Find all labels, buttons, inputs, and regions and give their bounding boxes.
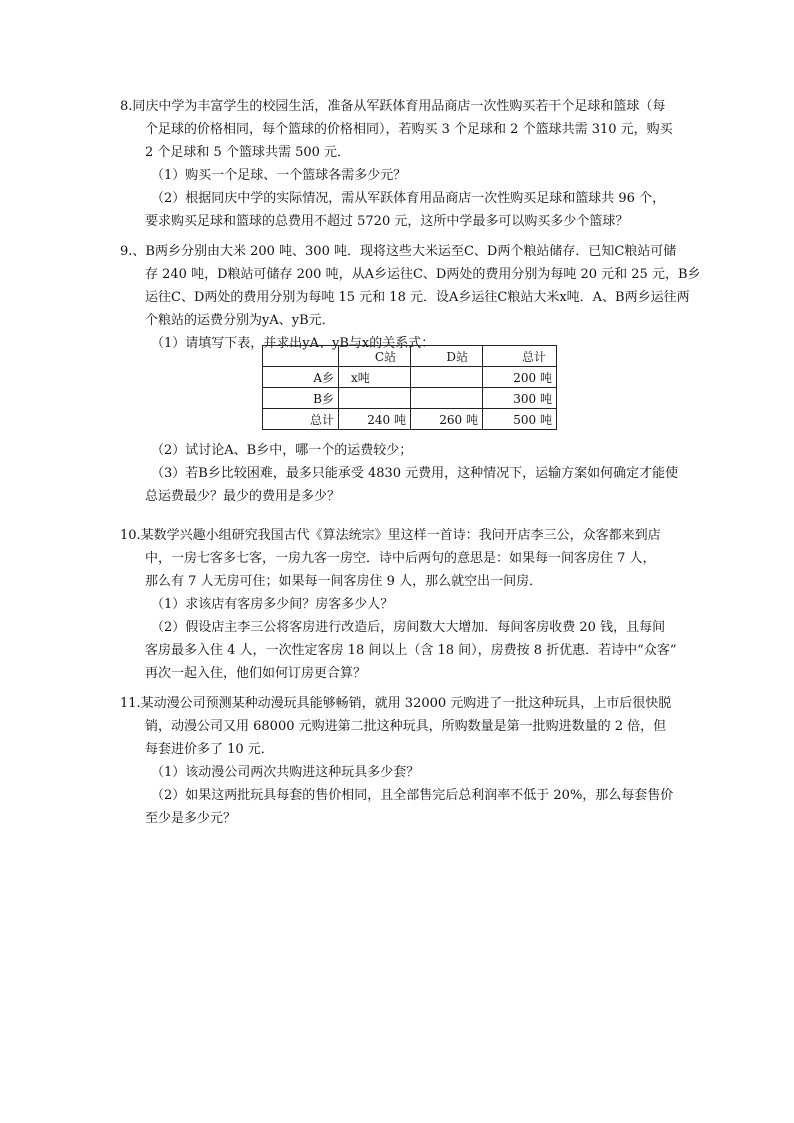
table-cell: 500 吨 <box>483 409 557 430</box>
sub-question: （2）假设店主李三公将客房进行改造后，房间数大大增加．每间客房收费 20 钱，且每间 <box>151 620 666 635</box>
table-row-label: B乡 <box>263 388 339 409</box>
problem-9 <box>120 240 701 355</box>
problem-line: 销，动漫公司又用 68000 元购进第二批这种玩具，所购数量是第一批购进数量的 2 倍，但 <box>145 719 667 734</box>
sub-question: （1）请填写下表，并求出yA、yB与x的关系式： <box>151 336 435 351</box>
problem-line: 2 个足球和 5 个篮球共需 500 元． <box>145 145 351 160</box>
sub-question: （1）购买一个足球、一个篮球各需多少元？ <box>151 168 407 183</box>
problem-line: 个粮站的运费分别为yA、yB元． <box>145 313 335 328</box>
problem-9-continued <box>120 439 680 508</box>
table-cell: 200 吨 <box>483 367 557 388</box>
transport-table <box>262 345 557 430</box>
problem-line: 存 240 吨，D粮站可储存 200 吨，从A乡运往C、D两处的费用分别为每吨 20 元和 25 元，B乡 <box>145 267 701 282</box>
sub-question: （2）如果这两批玩具每套的售价相同，且全部售完后总利润率不低于 20%，那么每套售价 <box>151 788 674 803</box>
sub-question: （1）该动漫公司两次共购进这种玩具多少套？ <box>151 765 420 780</box>
problem-line: 至少是多少元？ <box>145 811 237 826</box>
problem-line: 总运费最少？最少的费用是多少？ <box>145 489 341 504</box>
table-row <box>263 367 557 388</box>
table-row <box>263 409 557 430</box>
problem-8 <box>120 95 680 233</box>
table-cell: 240 吨 <box>339 409 411 430</box>
sub-question: （1）求该店有客房多少间？房客多少人？ <box>151 597 394 612</box>
problem-line: 再次一起入住，他们如何订房更合算？ <box>145 666 367 681</box>
table-header-cell: 总计 <box>483 346 557 367</box>
table-cell <box>263 346 339 367</box>
table-header-cell: C站 <box>339 346 411 367</box>
problem-line: 客房最多入住 4 人，一次性定客房 18 间以上（含 18 间），房费按 8 折优惠．若诗中“众客” <box>145 643 677 658</box>
table-cell: x吨 <box>339 367 411 388</box>
problem-line: 中，一房七客多七客，一房九客一房空．诗中后两句的意思是：如果每一间客房住 7 人， <box>145 551 656 566</box>
table-header-row <box>263 346 557 367</box>
problem-line: 10.某数学兴趣小组研究我国古代《算法统宗》里这样一首诗：我问开店李三公，众客都来到店 <box>120 528 661 543</box>
table-row-label: A乡 <box>263 367 339 388</box>
problem-10 <box>120 524 680 685</box>
problem-line: 要求购买足球和篮球的总费用不超过 5720 元，这所中学最多可以购买多少个篮球？ <box>145 214 629 229</box>
table-cell: 300 吨 <box>483 388 557 409</box>
table-cell <box>411 388 483 409</box>
problem-line: 9.、B两乡分别由大米 200 吨、300 吨．现将这些大米运至C、D两个粮站储存．已知C粮站可储 <box>120 244 677 259</box>
table-cell <box>339 388 411 409</box>
table-row <box>263 388 557 409</box>
sub-question: （2）根据同庆中学的实际情况，需从军跃体育用品商店一次性购买足球和篮球共 96 个， <box>151 191 666 206</box>
table-header-cell: D站 <box>411 346 483 367</box>
problem-line: 每套进价多了 10 元． <box>145 742 274 757</box>
table-cell <box>411 367 483 388</box>
sub-question: （3）若B乡比较困难，最多只能承受 4830 元费用，这种情况下，运输方案如何确定才能使 <box>151 466 679 481</box>
problem-line: 那么有 7 人无房可住；如果每一间客房住 9 人，那么就空出一间房． <box>145 574 543 589</box>
problem-line: 8.同庆中学为丰富学生的校园生活，准备从军跃体育用品商店一次性购买若干个足球和篮球（每 <box>120 99 666 114</box>
problem-line: 运往C、D两处的费用分别为每吨 15 元和 18 元．设A乡运往C粮站大米x吨．A、B两乡运往两 <box>145 290 690 305</box>
table-cell: 260 吨 <box>411 409 483 430</box>
problem-line: 11.某动漫公司预测某种动漫玩具能够畅销，就用 32000 元购进了一批这种玩具，上市后很快脱 <box>120 696 672 711</box>
sub-question: （2）试讨论A、B乡中，哪一个的运费较少； <box>151 443 413 458</box>
problem-line: 个足球的价格相同，每个篮球的价格相同），若购买 3 个足球和 2 个篮球共需 310 元，购买 <box>145 122 673 137</box>
problem-11 <box>120 692 680 830</box>
table-row-label: 总计 <box>263 409 339 430</box>
